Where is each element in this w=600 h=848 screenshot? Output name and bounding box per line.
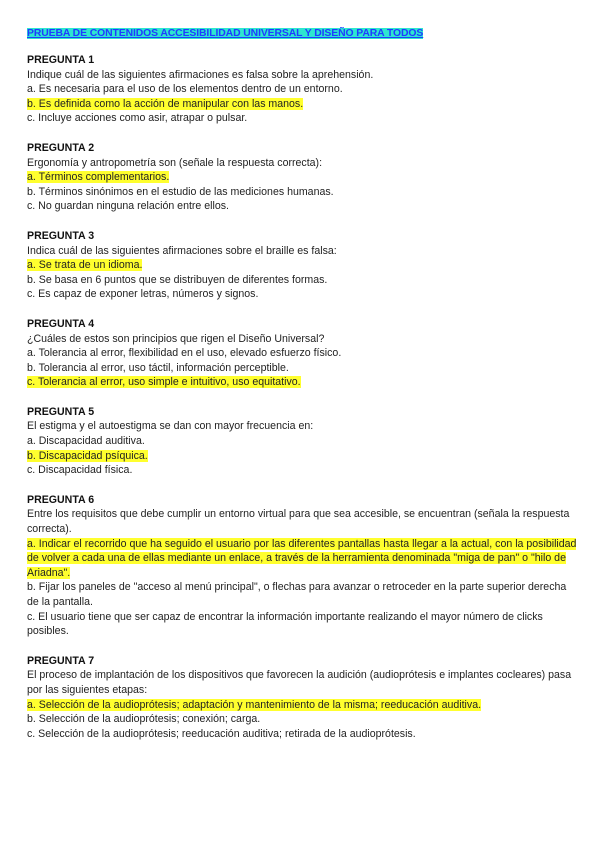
question-text: Indique cuál de las siguientes afirmaciones es falsa sobre la aprehensión. [27, 68, 374, 81]
question-6 [27, 493, 577, 639]
option-a-highlighted [27, 258, 577, 273]
option-c [27, 199, 577, 214]
question-7 [27, 654, 577, 742]
option-text: a. Se trata de un idioma. [27, 259, 143, 272]
option-text: b. Términos sinónimos en el estudio de las mediciones humanas. [27, 185, 334, 198]
option-text: b. Es definida como la acción de manipular con las manos. [27, 97, 304, 110]
option-a-highlighted [27, 537, 577, 581]
option-b [27, 361, 577, 376]
option-text: a. Indicar el recorrido que ha seguido el usuario por las diferentes pantallas hasta llegar a la actual, con la posibilidad de volver a cada una de ellas mediante un enlace, a través de la herramienta denominada "miga de pan" o "hilo de Ariadna". [27, 537, 577, 579]
option-text: c. Es capaz de exponer letras, números y signos. [27, 288, 259, 301]
question-text: Indica cuál de las siguientes afirmaciones sobre el braille es falsa: [27, 244, 337, 257]
option-b [27, 580, 577, 609]
option-a-highlighted [27, 698, 577, 713]
question-5 [27, 405, 577, 478]
option-text: c. Tolerancia al error, uso simple e intuitivo, uso equitativo. [27, 376, 301, 389]
document-title: PRUEBA DE CONTENIDOS ACCESIBILIDAD UNIVERSAL Y DISEÑO PARA TODOS [27, 28, 424, 39]
option-b-highlighted [27, 449, 577, 464]
question-heading: PREGUNTA 3 [27, 229, 95, 242]
option-c [27, 287, 577, 302]
option-text: b. Selección de la audioprótesis; conexión; carga. [27, 713, 261, 726]
question-text: El proceso de implantación de los dispositivos que favorecen la audición (audioprótesis e implantes cocleares) pasa por las siguientes etapas: [27, 669, 572, 696]
question-heading: PREGUNTA 5 [27, 405, 95, 418]
option-text: a. Tolerancia al error, flexibilidad en el uso, elevado esfuerzo físico. [27, 347, 342, 360]
question-heading: PREGUNTA 2 [27, 141, 95, 154]
option-c [27, 463, 577, 478]
option-a [27, 82, 577, 97]
question-3 [27, 229, 577, 302]
option-text: a. Es necesaria para el uso de los elementos dentro de un entorno. [27, 83, 343, 96]
option-a [27, 434, 577, 449]
question-text: Entre los requisitos que debe cumplir un entorno virtual para que sea accesible, se encuentran (señala la respuesta correcta). [27, 508, 570, 536]
option-c [27, 727, 577, 742]
option-text: c. Selección de la audioprótesis; reeducación auditiva; retirada de la audioprótesis. [27, 727, 416, 740]
option-text: b. Tolerancia al error, uso táctil, información perceptible. [27, 361, 289, 374]
question-heading: PREGUNTA 7 [27, 654, 95, 667]
question-text: Ergonomía y antropometría son (señale la respuesta correcta): [27, 156, 323, 169]
question-heading: PREGUNTA 4 [27, 317, 95, 330]
question-heading: PREGUNTA 1 [27, 54, 95, 66]
document-page [27, 23, 577, 756]
question-1 [27, 53, 577, 126]
option-text: c. El usuario tiene que ser capaz de encontrar la información importante realizando el mayor número de clicks posibles. [27, 610, 543, 638]
option-c [27, 111, 577, 126]
question-text: El estigma y el autoestigma se dan con mayor frecuencia en: [27, 420, 314, 433]
question-2 [27, 141, 577, 214]
option-text: b. Discapacidad psíquica. [27, 449, 148, 462]
option-b [27, 273, 577, 288]
option-text: c. Incluye acciones como asir, atrapar o pulsar. [27, 112, 248, 125]
question-4 [27, 317, 577, 390]
option-c [27, 610, 577, 639]
title-row [27, 23, 577, 37]
option-text: a. Términos complementarios. [27, 171, 170, 184]
option-c-highlighted [27, 375, 577, 390]
option-text: b. Fijar los paneles de "acceso al menú principal", o flechas para avanzar o retroceder en la parte superior derecha de la pantalla. [27, 581, 567, 608]
question-heading: PREGUNTA 6 [27, 493, 95, 506]
option-text: a. Selección de la audioprótesis; adaptación y mantenimiento de la misma; reeducación auditiva. [27, 698, 482, 711]
question-text: ¿Cuáles de estos son principios que rigen el Diseño Universal? [27, 332, 325, 345]
option-b [27, 185, 577, 200]
option-text: c. Discapacidad física. [27, 464, 133, 477]
option-text: b. Se basa en 6 puntos que se distribuyen de diferentes formas. [27, 273, 328, 286]
option-a [27, 346, 577, 361]
option-b-highlighted [27, 97, 577, 112]
option-text: a. Discapacidad auditiva. [27, 435, 145, 448]
option-text: c. No guardan ninguna relación entre ellos. [27, 200, 230, 213]
option-b [27, 712, 577, 727]
option-a-highlighted [27, 170, 577, 185]
